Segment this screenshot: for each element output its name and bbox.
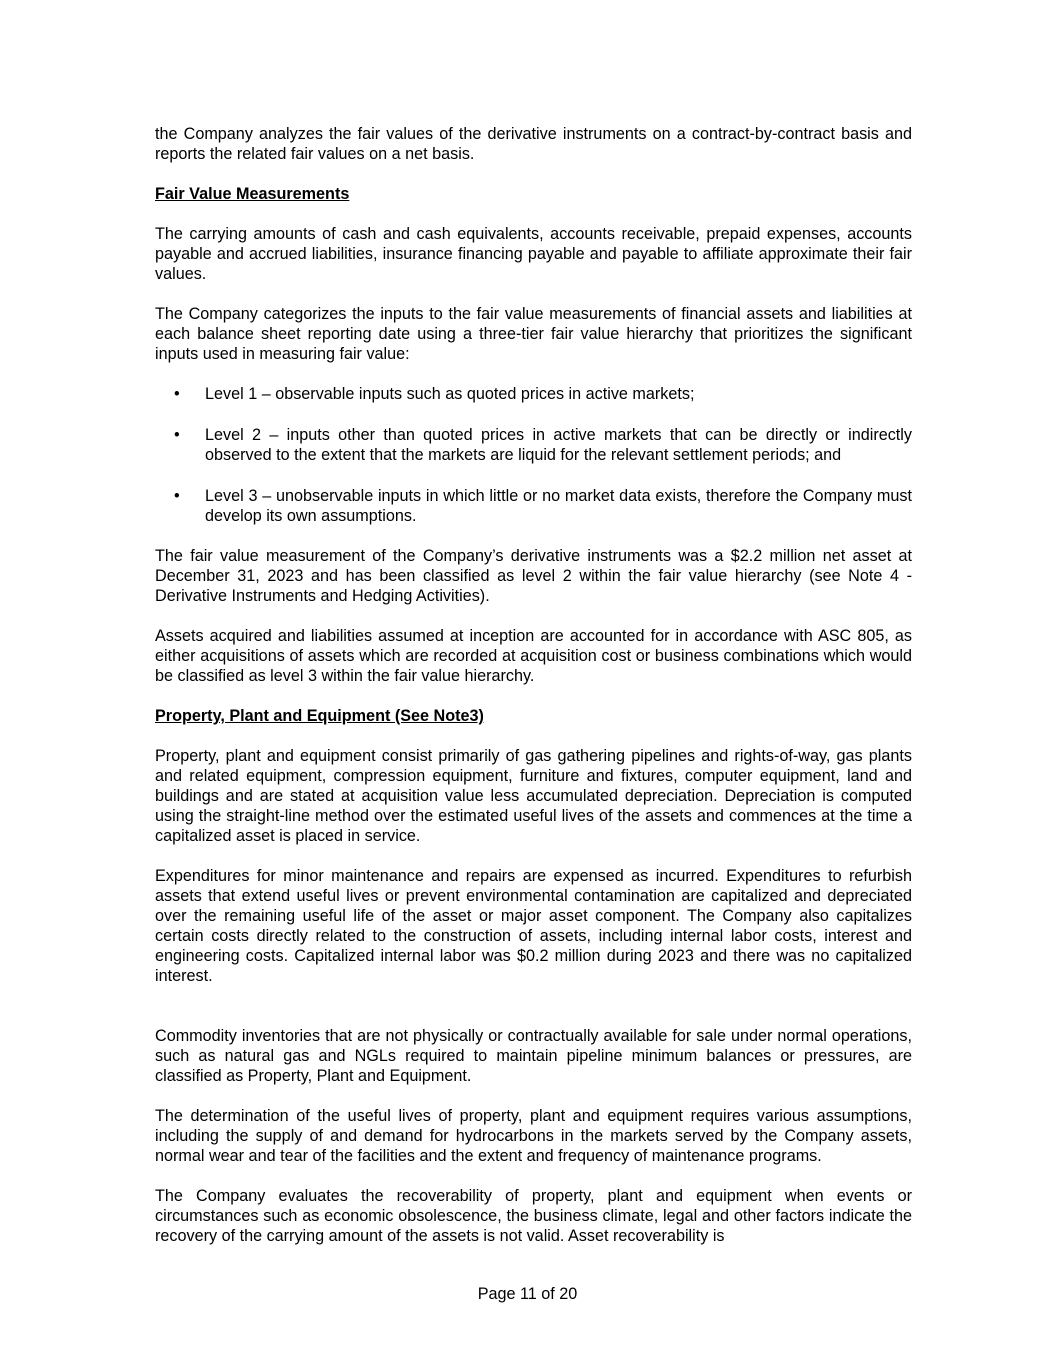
paragraph-recoverability: The Company evaluates the recoverability of property, plant and equipment when events or circumstances such as economic obsolescence, the business climate, legal and other factors indicate the recovery of the carrying amount of the assets is not valid. Asset recoverability is: [155, 1187, 912, 1245]
list-item-level-3: [155, 486, 912, 526]
list-item-level-2: [155, 425, 912, 465]
level-2-text: Level 2 – inputs other than quoted prices in active markets that can be directly or indirectly observed to the extent that the markets are liquid for the relevant settlement periods; and: [205, 426, 912, 464]
paragraph-derivative-net-basis: the Company analyzes the fair values of the derivative instruments on a contract-by-contract basis and reports the related fair values on a net basis.: [155, 125, 912, 163]
fair-value-levels-list: [155, 384, 912, 526]
heading-property-plant-equipment: Property, Plant and Equipment (See Note3): [155, 707, 484, 725]
heading-fair-value-measurements: Fair Value Measurements: [155, 185, 350, 203]
document-body: [155, 124, 912, 1246]
bullet-icon: •: [174, 385, 180, 403]
bullet-icon: •: [174, 487, 180, 505]
level-3-text: Level 3 – unobservable inputs in which little or no market data exists, therefore the Company must develop its own assumptions.: [205, 487, 912, 525]
paragraph-expenditures: Expenditures for minor maintenance and repairs are expensed as incurred. Expenditures to refurbish assets that extend useful lives or prevent environmental contamination are capitalized and depreciated over the remaining useful life of the asset or major asset component. The Company also capitalizes certain costs directly related to the construction of assets, including internal labor costs, interest and engineering costs. Capitalized internal labor was $0.2 million during 2023 and there was no capitalized interest.: [155, 867, 912, 985]
paragraph-ppe-composition: Property, plant and equipment consist primarily of gas gathering pipelines and rights-of-way, gas plants and related equipment, compression equipment, furniture and fixtures, computer equipment, land and buildings and are stated at acquisition value less accumulated depreciation. Depreciation is computed using the straight-line method over the estimated useful lives of the assets and commences at the time a capitalized asset is placed in service.: [155, 747, 912, 845]
paragraph-asc-805: Assets acquired and liabilities assumed at inception are accounted for in accordance with ASC 805, as either acquisitions of assets which are recorded at acquisition cost or business combinations which would be classified as level 3 within the fair value hierarchy.: [155, 627, 912, 685]
page-number-footer: Page 11 of 20: [477, 1285, 578, 1303]
bullet-icon: •: [174, 426, 180, 444]
paragraph-derivative-measurement: The fair value measurement of the Company’s derivative instruments was a $2.2 million net asset at December 31, 2023 and has been classified as level 2 within the fair value hierarchy (see Note 4 - Derivative Instruments and Hedging Activities).: [155, 547, 912, 605]
list-item-level-1: [155, 384, 912, 404]
level-1-text: Level 1 – observable inputs such as quoted prices in active markets;: [205, 385, 695, 403]
paragraph-carrying-amounts: The carrying amounts of cash and cash equivalents, accounts receivable, prepaid expenses, accounts payable and accrued liabilities, insurance financing payable and payable to affiliate approximate their fair values.: [155, 225, 912, 283]
paragraph-commodity-inventories: Commodity inventories that are not physically or contractually available for sale under normal operations, such as natural gas and NGLs required to maintain pipeline minimum balances or pressures, are classified as Property, Plant and Equipment.: [155, 1027, 912, 1085]
paragraph-fair-value-hierarchy: The Company categorizes the inputs to the fair value measurements of financial assets and liabilities at each balance sheet reporting date using a three-tier fair value hierarchy that prioritizes the significant inputs used in measuring fair value:: [155, 305, 912, 363]
paragraph-useful-lives: The determination of the useful lives of property, plant and equipment requires various assumptions, including the supply of and demand for hydrocarbons in the markets served by the Company assets, normal wear and tear of the facilities and the extent and frequency of maintenance programs.: [155, 1107, 912, 1165]
